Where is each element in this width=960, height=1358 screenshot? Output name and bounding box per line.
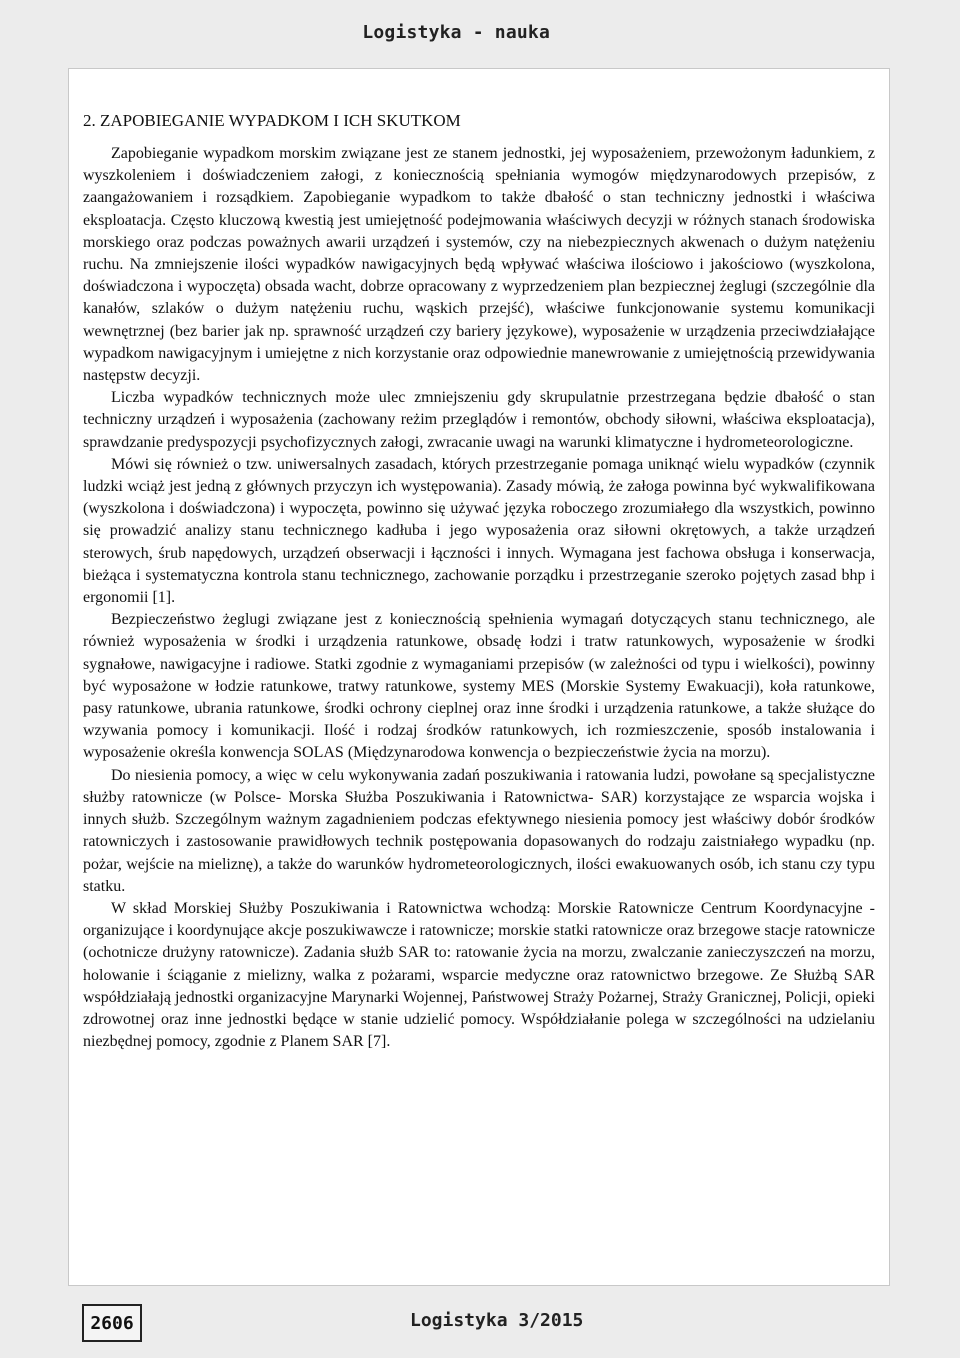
paragraph-6: W skład Morskiej Służby Poszukiwania i Ratownictwa wchodzą: Morskie Ratownicze Centrum Koordynacyjne - organizujące i koordynujące akcje poszukiwawcze i ratownicze; morskie statki ratownicze oraz brzegowe stacje ratownicze (ochotnicze drużyny ratownicze). Zadania służb SAR to: ratowanie życia na morzu, zwalczanie zanieczyszczeń na morzu, holowanie i ściąganie z mielizny, walka z pożarami, wsparcie medyczne oraz ratownictwo brzegowe. Ze Służbą SAR współdziałają jednostki organizacyjne Marynarki Wojennej, Państwowej Straży Pożarnej, Straży Granicznej, Policji, opieki zdrowotnej oraz inne jednostki będące w stanie udzielić pomocy. Współdziałanie polega w szczególności na udzielaniu niezbędnej pomocy, zgodnie z Planem SAR [7]. [83, 899, 875, 1051]
paragraph-1: Zapobieganie wypadkom morskim związane jest ze stanem jednostki, jej wyposażeniem, przewożonym ładunkiem, z wyszkoleniem i doświadczeniem załogi, z koniecznością spełniania wymogów międzynarodowych przepisów, z zaangażowaniem i rozsądkiem. Zapobieganie wypadkom to także dbałość o stan techniczny jednostki i właściwa eksploatacja. Często kluczową kwestią jest umiejętność podejmowania właściwych decyzji w różnych stanach środowiska morskiego oraz podczas poważnych awarii urządzeń i systemów, czy na niebezpiecznych akwenach o dużym natężeniu ruchu. Na zmniejszenie ilości wypadków nawigacyjnych będą wpływać właściwa ilościowo i jakościowo (wyszkolona, doświadczona i wypoczęta) obsada wacht, dobrze opracowany z wyprzedzeniem plan bezpiecznej żeglugi (szczególnie dla kanałów, szlaków o dużym natężeniu ruchu, wąskich przejść), właściwe funkcjonowanie systemu komunikacji wewnętrznej (bez barier jak np. sprawność urządzeń czy bariery językowe), wyposażenie w urządzenia przeciwdziałające wypadkom nawigacyjnym i umiejętne z nich korzystanie oraz odpowiednie manewrowanie z umiejętnością przewidywania następstw decyzji. [83, 145, 875, 385]
paragraph-4: Bezpieczeństwo żeglugi związane jest z koniecznością spełnienia wymagań dotyczących stanu technicznego, ale również wyposażenia w środki i urządzenia ratunkowe, obsadę łodzi i tratw ratunkowych, wyposażenie w środki sygnałowe, nawigacyjne i radiowe. Statki zgodnie z wymaganiami przepisów (w zależności od typu i wielkości), powinny być wyposażone w łodzie ratunkowe, tratwy ratunkowe, systemy MES (Morskie Systemy Ewakuacji), koła ratunkowe, pasy ratunkowe, ubrania ratunkowe, środki ochrony cieplnej oraz inne środki i urządzenia ratunkowe, a także służące do wzywania pomocy i komunikacji. Ilość i rodzaj środków ratunkowych, ich rozmieszczenie, sposób instalowania i wyposażenie określa konwencja SOLAS (Międzynarodowa konwencja o bezpieczeństwie życia na morzu). [83, 611, 875, 762]
journal-footer: Logistyka 3/2015 [410, 1310, 584, 1331]
paragraph-5: Do niesienia pomocy, a więc w celu wykonywania zadań poszukiwania i ratowania ludzi, powołane są specjalistyczne służby ratownicze (w Polsce- Morska Służba Poszukiwania i Ratownictwa- SAR) korzystające ze wsparcia wojska i innych służb. Szczególnym ważnym zagadnieniem podczas efektywnego niesienia pomocy jest właściwy dobór środków ratowniczych i zastosowanie prawidłowych technik postępowania dopasowanych do rodzaju zaistniałego wypadku (np. pożar, wejście na mieliznę), a także do warunków hydrometeorologicznych, ilości ewakuowanych osób, ich stanu czy typu statku. [83, 766, 875, 895]
paragraph-2: Liczba wypadków technicznych może ulec zmniejszeniu gdy skrupulatnie przestrzegana będzie dbałość o stan techniczny urządzeń i wyposażenia (zachowany reżim przeglądów i remontów, obchody siłowni, właściwa eksploatacja), sprawdzanie predyspozycji psychofizycznych załogi, zwracanie uwagi na warunki klimatyczne i hydrometeorologiczne. [83, 389, 875, 451]
paragraph-3: Mówi się również o tzw. uniwersalnych zasadach, których przestrzeganie pomaga uniknąć wielu wypadków (czynnik ludzki wciąż jest jedną z głównych przyczyn ich występowania). Zasady mówią, że załoga powinna być wykwalifikowana (wyszkolona i doświadczona) i wypoczęta, powinno się używać języka roboczego zrozumiałego dla wszystkich, powinno się prowadzić analizy stanu technicznego kadłuba i jego wyposażenia oraz siłowni okrętowych, a także urządzeń sterowych, śrub napędowych, urządzeń obserwacji i łączności i innych. Wymagana jest fachowa obsługa i konserwacja, bieżąca i systematyczna kontrola stanu technicznego, zachowanie porządku i przestrzeganie szeroko pojętych zasad bhp i ergonomii [1]. [83, 455, 875, 607]
article-body [68, 68, 890, 1286]
section-heading: 2. ZAPOBIEGANIE WYPADKOM I ICH SKUTKOM [83, 111, 461, 130]
page-number: 2606 [82, 1304, 142, 1342]
running-header: Logistyka - nauka [362, 22, 550, 43]
